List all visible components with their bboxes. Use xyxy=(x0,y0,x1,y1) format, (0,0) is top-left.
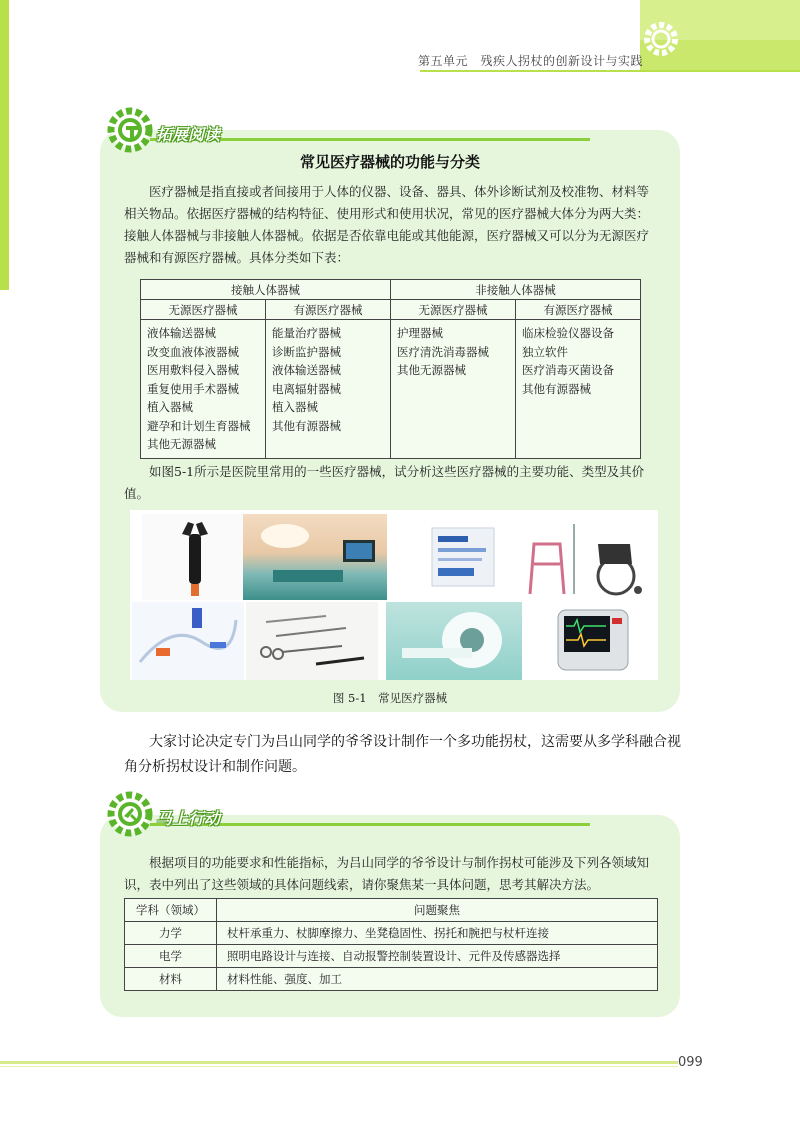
list-item: 诊断监护器械 xyxy=(272,344,341,359)
subject-cell: 电学 xyxy=(125,945,217,968)
sub-header: 无源医疗器械 xyxy=(391,300,516,320)
device-classification-table xyxy=(140,279,641,459)
list-item: 液体输送器械 xyxy=(147,326,216,340)
section-label-extended-reading: 拓展阅读 xyxy=(156,125,221,144)
column-header-subject: 学科（领域） xyxy=(125,899,217,922)
column-header-focus: 问题聚焦 xyxy=(217,899,658,922)
focus-cell: 杖杆承重力、杖脚摩擦力、坐凳稳固性、拐托和腕把与杖杆连接 xyxy=(217,922,658,945)
list-item: 医疗清洗消毒器械 xyxy=(397,344,489,359)
sub-header: 无源医疗器械 xyxy=(141,300,266,320)
page-number: 099 xyxy=(678,1055,703,1070)
gear-icon xyxy=(104,788,156,840)
table-row xyxy=(125,968,658,991)
group-header-contact: 接触人体器械 xyxy=(141,280,391,300)
focus-cell: 材料性能、强度、加工 xyxy=(217,968,658,991)
article-title: 常见医疗器械的功能与分类 xyxy=(299,153,480,171)
list-item: 植入器械 xyxy=(147,400,193,414)
left-margin-strip xyxy=(0,0,9,290)
list-item: 其他有源器械 xyxy=(272,418,341,433)
group-header-noncontact: 非接触人体器械 xyxy=(391,280,641,300)
table-cell xyxy=(266,320,391,459)
list-item: 电离辐射器械 xyxy=(272,381,341,396)
list-item: 临床检验仪器设备 xyxy=(522,326,614,340)
gear-icon xyxy=(104,104,156,156)
header-rule xyxy=(420,70,800,72)
list-item: 其他无源器械 xyxy=(397,363,466,377)
list-item: 液体输送器械 xyxy=(272,363,341,377)
focus-cell: 照明电路设计与连接、自动报警控制装置设计、元件及传感器选择 xyxy=(217,945,658,968)
list-item: 医用敷料侵入器械 xyxy=(147,363,239,377)
list-item: 其他有源器械 xyxy=(522,381,591,396)
table-cell xyxy=(516,320,641,459)
running-header: 第五单元 残疾人拐杖的创新设计与实践 xyxy=(418,54,644,68)
discussion-paragraph: 大家讨论决定专门为吕山同学的爷爷设计制作一个多功能拐杖，这需要从多学科融合视角分析拐杖设计和制作问题。 xyxy=(124,734,681,775)
infusion-set-photo xyxy=(132,602,244,680)
question-paragraph: 如图5-1所示是医院里常用的一些医疗器械，试分析这些医疗器械的主要功能、类型及其价值。 xyxy=(124,464,645,501)
footer-rule xyxy=(0,1066,678,1067)
prosthesis-photo xyxy=(142,514,246,600)
patient-monitor-photo xyxy=(548,602,638,680)
list-item: 重复使用手术器械 xyxy=(147,381,239,396)
section-label-take-action: 马上行动 xyxy=(156,809,221,828)
sub-header: 有源医疗器械 xyxy=(266,300,391,320)
header-gear-icon xyxy=(640,18,682,60)
intro-paragraph: 医疗器械是指直接或者间接用于人体的仪器、设备、器具、体外诊断试剂及校准物、材料等相关物品。依据医疗器械的结构特征、使用形式和使用状况，常见的医疗器械大体分为两大类：接触人体器械与非接触人体器械。依据是否依靠电能或其他能源，医疗器械又可以分为无源医疗器械和有源医疗器械。具体分类如下表： xyxy=(124,184,650,265)
figure-caption: 图 5-1 常见医疗器械 xyxy=(332,691,448,705)
table-cell xyxy=(141,320,266,459)
list-item: 避孕和计划生育器械 xyxy=(147,418,251,433)
mri-scanner-photo xyxy=(386,602,522,680)
sub-header: 有源医疗器械 xyxy=(516,300,641,320)
list-item: 医疗消毒灭菌设备 xyxy=(522,363,614,377)
table-cell xyxy=(391,320,516,459)
list-item: 其他无源器械 xyxy=(147,437,216,451)
list-item: 能量治疗器械 xyxy=(272,326,341,340)
list-item: 护理器械 xyxy=(397,326,443,340)
list-item: 独立软件 xyxy=(522,344,568,359)
walker-wheelchair-photo xyxy=(520,514,650,600)
action-intro-paragraph: 根据项目的功能要求和性能指标，为吕山同学的爷爷设计与制作拐杖可能涉及下列各领域知识，表中列出了这些领域的具体问题线索，请你聚焦某一具体问题，思考其解决方法。 xyxy=(124,855,650,892)
surgical-instruments-photo xyxy=(246,602,378,680)
gauze-package-photo xyxy=(426,518,498,598)
list-item: 改变血液体液器械 xyxy=(147,344,239,359)
figure-photo-grid xyxy=(130,510,658,680)
table-row xyxy=(125,945,658,968)
table-row xyxy=(125,922,658,945)
subject-cell: 材料 xyxy=(125,968,217,991)
problem-focus-table xyxy=(124,898,658,991)
operating-room-photo xyxy=(243,514,387,600)
subject-cell: 力学 xyxy=(125,922,217,945)
list-item: 植入器械 xyxy=(272,400,318,414)
footer-rule xyxy=(0,1061,678,1064)
